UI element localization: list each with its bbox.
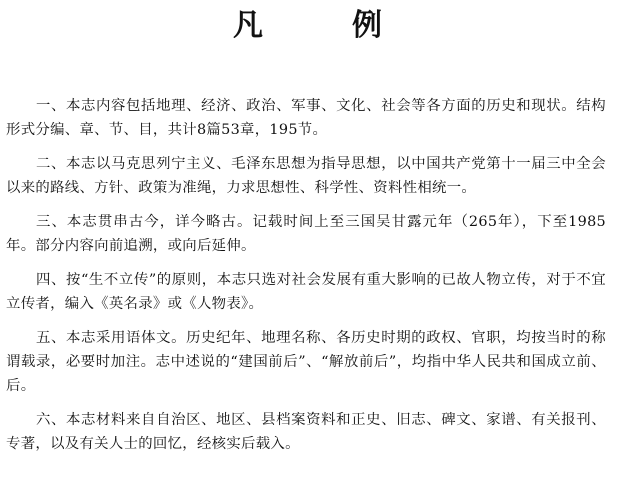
guideline-paragraph-4: 四、按“生不立传”的原则，本志只选对社会发展有重大影响的已故人物立传，对于不宜立传者，编入《英名录》或《人物表》。 [6,272,606,312]
guideline-paragraph-2: 二、本志以马克思列宁主义、毛泽东思想为指导思想，以中国共产党第十一届三中全会以来的路线、方针、政策为准绳，力求思想性、科学性、资料性相统一。 [6,156,606,196]
guideline-paragraph-3: 三、本志贯串古今，详今略古。记载时间上至三国吴甘露元年（265年），下至1985年。部分内容向前追溯，或向后延伸。 [6,214,606,254]
page-title [0,6,618,46]
title-char-1: 凡 [233,8,263,43]
guideline-paragraph-1: 一、本志内容包括地理、经济、政治、军事、文化、社会等各方面的历史和现状。结构形式分编、章、节、目，共计8篇53章，195节。 [6,98,606,138]
guidelines-body [6,94,606,466]
guideline-paragraph-6: 六、本志材料来自自治区、地区、县档案资料和正史、旧志、碑文、家谱、有关报刊、专著，以及有关人士的回忆，经核实后载入。 [6,412,606,452]
guideline-paragraph-5: 五、本志采用语体文。历史纪年、地理名称、各历史时期的政权、官职，均按当时的称谓载录，必要时加注。志中述说的“建国前后”、“解放前后”，均指中华人民共和国成立前、后。 [6,330,606,394]
title-char-2: 例 [352,8,382,43]
